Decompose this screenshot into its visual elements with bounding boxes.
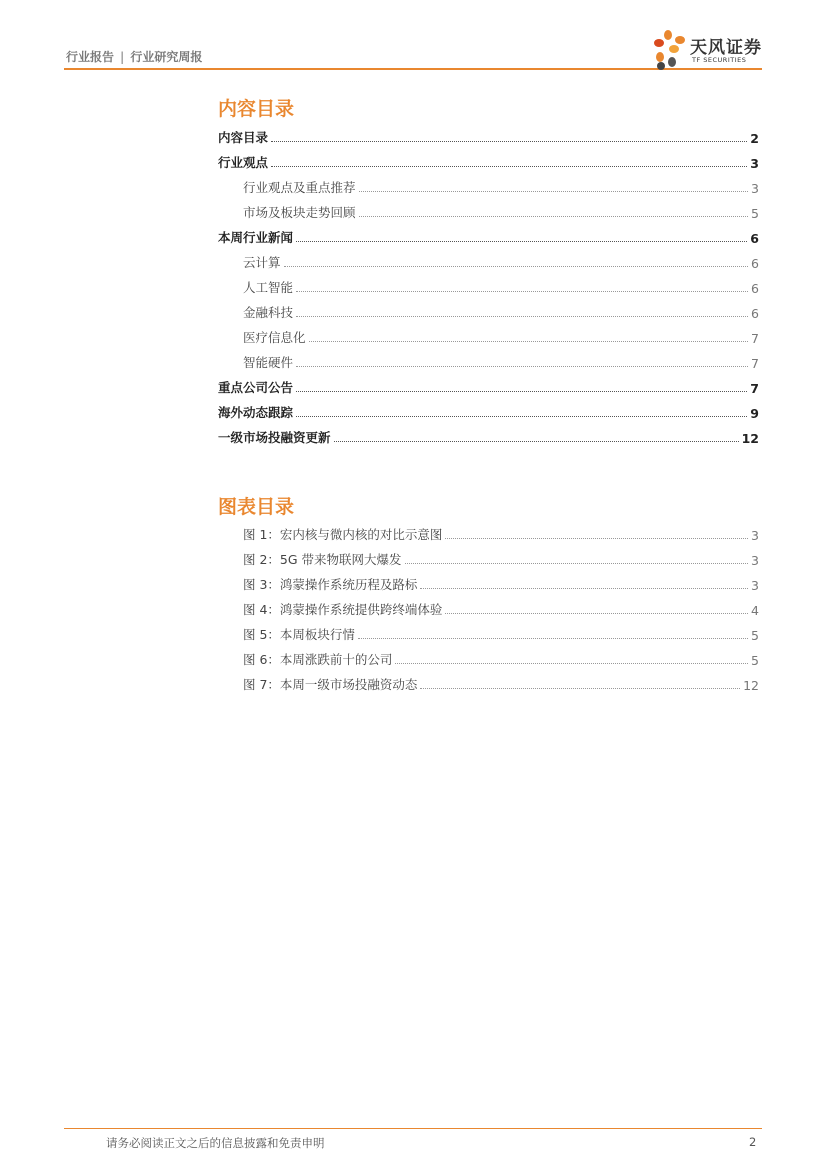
- toc-entry-page: 4: [751, 603, 759, 618]
- toc-entry-label: 智能硬件: [243, 355, 294, 370]
- toc-entry-label: 图 7：本周一级市场投融资动态: [243, 677, 418, 692]
- toc-entry-page: 7: [751, 356, 759, 371]
- toc-entry[interactable]: [243, 525, 759, 543]
- toc-entry-page: 3: [751, 578, 759, 593]
- toc-entry-label: 海外动态跟踪: [218, 405, 294, 420]
- toc-dot-leader: [309, 341, 749, 342]
- toc-entry[interactable]: [243, 178, 759, 196]
- toc-entry-label: 重点公司公告: [218, 380, 294, 395]
- toc-entry[interactable]: [218, 403, 759, 421]
- toc-dot-leader: [358, 638, 748, 639]
- toc-entry[interactable]: [243, 353, 759, 371]
- toc-entry-page: 7: [751, 331, 759, 346]
- toc-entry[interactable]: [243, 575, 759, 593]
- toc-entry-page: 5: [751, 206, 759, 221]
- toc-dot-leader: [420, 588, 748, 589]
- toc-dot-leader: [271, 141, 747, 142]
- toc-dot-leader: [296, 316, 748, 317]
- toc-entry[interactable]: [243, 625, 759, 643]
- toc-dot-leader: [359, 191, 749, 192]
- toc-entry-page: 7: [750, 381, 759, 396]
- toc-entry-page: 3: [751, 528, 759, 543]
- toc-entry[interactable]: [243, 675, 759, 693]
- toc-entry-page: 5: [751, 628, 759, 643]
- toc-entry-label: 一级市场投融资更新: [218, 430, 331, 445]
- toc-entry[interactable]: [243, 550, 759, 568]
- toc-entry[interactable]: [243, 278, 759, 296]
- toc-dot-leader: [445, 613, 748, 614]
- toc-entry[interactable]: [218, 428, 759, 446]
- toc-entry-page: 5: [751, 653, 759, 668]
- toc-entry-label: 市场及板块走势回顾: [243, 205, 356, 220]
- contents-title: 内容目录: [218, 98, 295, 120]
- toc-entry[interactable]: [243, 303, 759, 321]
- toc-entry-label: 医疗信息化: [243, 330, 306, 345]
- footer-page-number: 2: [749, 1135, 757, 1149]
- toc-entry-page: 2: [750, 131, 759, 146]
- toc-entry-label: 图 3：鸿蒙操作系统历程及路标: [243, 577, 418, 592]
- toc-dot-leader: [296, 391, 747, 392]
- toc-entry-page: 12: [743, 678, 759, 693]
- toc-entry-page: 6: [751, 256, 759, 271]
- toc-dot-leader: [445, 538, 748, 539]
- toc-entry-label: 图 5：本周板块行情: [243, 627, 355, 642]
- toc-entry[interactable]: [243, 253, 759, 271]
- footer-disclaimer: 请务必阅读正文之后的信息披露和免责申明: [106, 1136, 325, 1150]
- toc-dot-leader: [284, 266, 749, 267]
- flower-logo-icon: [652, 27, 688, 71]
- toc-entry-label: 本周行业新闻: [218, 230, 294, 245]
- footer-rule: [64, 1128, 762, 1129]
- toc-entry[interactable]: [218, 153, 759, 171]
- toc-entry-page: 6: [751, 281, 759, 296]
- toc-entry-page: 3: [750, 156, 759, 171]
- toc-dot-leader: [296, 416, 747, 417]
- toc-entry-label: 图 1：宏内核与微内核的对比示意图: [243, 527, 443, 542]
- toc-dot-leader: [296, 291, 748, 292]
- toc-entry[interactable]: [218, 378, 759, 396]
- toc-entry[interactable]: [243, 650, 759, 668]
- logo-company-name: 天风证券: [690, 38, 762, 58]
- toc-entry[interactable]: [218, 128, 759, 146]
- toc-dot-leader: [296, 366, 748, 367]
- company-logo: [652, 27, 764, 71]
- toc-entry-label: 图 6：本周涨跌前十的公司: [243, 652, 393, 667]
- toc-dot-leader: [405, 563, 749, 564]
- toc-entry-page: 3: [751, 553, 759, 568]
- toc-entry[interactable]: [243, 203, 759, 221]
- toc-dot-leader: [271, 166, 747, 167]
- logo-english-name: TF SECURITIES: [692, 56, 747, 64]
- toc-entry-page: 9: [750, 406, 759, 421]
- report-type: 行业报告: [66, 50, 115, 64]
- toc-entry-label: 行业观点及重点推荐: [243, 180, 356, 195]
- toc-dot-leader: [395, 663, 748, 664]
- toc-entry-label: 图 4：鸿蒙操作系统提供跨终端体验: [243, 602, 443, 617]
- toc-entry-page: 3: [751, 181, 759, 196]
- toc-entry[interactable]: [243, 328, 759, 346]
- report-series: 行业研究周报: [130, 50, 203, 64]
- toc-entry-page: 6: [751, 306, 759, 321]
- toc-entry-label: 人工智能: [243, 280, 294, 295]
- toc-entry-label: 图 2：5G 带来物联网大爆发: [243, 552, 402, 567]
- header-separator: |: [120, 50, 125, 64]
- toc-entry-page: 6: [750, 231, 759, 246]
- figures-title: 图表目录: [218, 496, 295, 518]
- toc-entry-label: 内容目录: [218, 130, 269, 145]
- report-header: [66, 48, 202, 65]
- toc-entry[interactable]: [218, 228, 759, 246]
- toc-entry-label: 行业观点: [218, 155, 269, 170]
- toc-dot-leader: [296, 241, 747, 242]
- toc-entry[interactable]: [243, 600, 759, 618]
- toc-entry-label: 金融科技: [243, 305, 294, 320]
- toc-dot-leader: [334, 441, 739, 442]
- toc-dot-leader: [359, 216, 749, 217]
- toc-entry-page: 12: [741, 431, 759, 446]
- toc-entry-label: 云计算: [243, 255, 281, 270]
- toc-dot-leader: [420, 688, 740, 689]
